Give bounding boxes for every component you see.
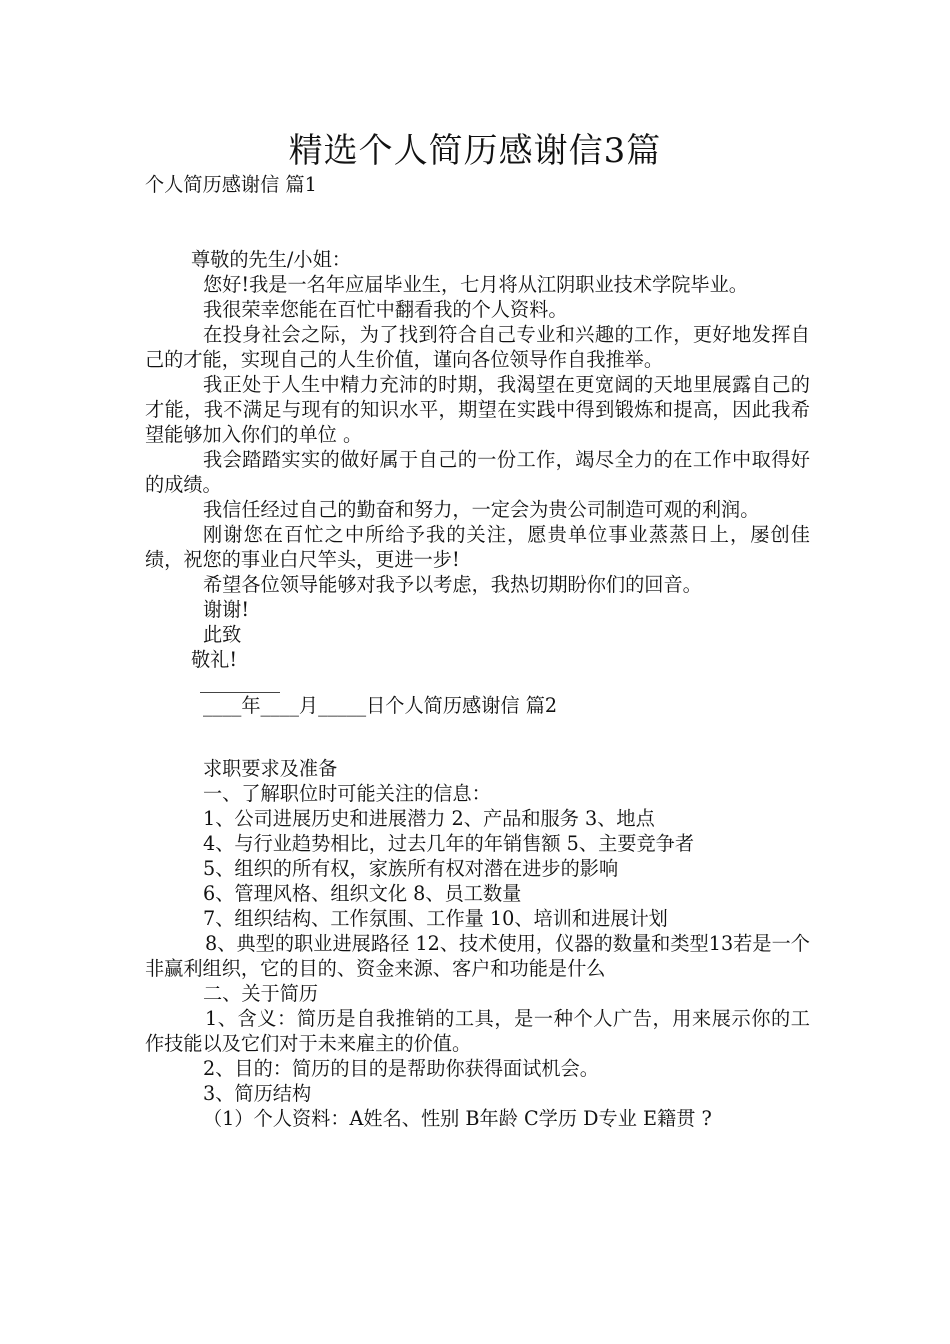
- paragraph: 您好!我是一名年应届毕业生，七月将从江阴职业技术学院毕业。: [203, 273, 748, 296]
- paragraph: 刚谢您在百忙之中所给予我的关注，愿贵单位事业蒸蒸日上，屡创佳绩，祝您的事业白尺竿头，更进一步!: [145, 523, 810, 571]
- paragraph: 我信任经过自己的勤奋和努力，一定会为贵公司制造可观的利润。: [203, 498, 760, 521]
- list-item: 5、组织的所有权，家族所有权对潜在进步的影响: [203, 857, 619, 880]
- list-item: 8、典型的职业进展路径 12、技术使用，仪器的数量和类型13若是一个非赢利组织，它的目的、资金来源、客户和功能是什么: [145, 932, 810, 980]
- section2-heading: 求职要求及准备: [203, 757, 338, 780]
- document-title: 精选个人简历感谢信3篇: [288, 131, 662, 171]
- list-item: 2、目的：简历的目的是帮助你获得面试机会。: [203, 1057, 599, 1080]
- list-item: 一、了解职位时可能关注的信息：: [203, 782, 491, 805]
- signature-line: [200, 678, 280, 693]
- closing: 敬礼!: [191, 648, 238, 671]
- list-item: 1、含义：简历是自我推销的工具，是一种个人广告，用来展示你的工作技能以及它们对于未来雇主的价值。: [145, 1007, 810, 1055]
- list-item: 3、简历结构: [203, 1082, 312, 1105]
- list-item: （1）个人资料：A姓名、性别 B年龄 C学历 D专业 E籍贯 ?: [203, 1107, 712, 1130]
- date-line: ____年____月_____日个人简历感谢信 篇2: [203, 694, 558, 717]
- paragraph: 此致: [203, 623, 242, 646]
- spacer: [145, 718, 810, 756]
- paragraph: 谢谢!: [203, 598, 250, 621]
- list-item: 7、组织结构、工作氛围、工作量 10、培训和进展计划: [203, 907, 668, 930]
- list-item: 4、与行业趋势相比，过去几年的年销售额 5、主要竞争者: [203, 832, 695, 855]
- section1-heading: 个人简历感谢信 篇1: [145, 173, 317, 196]
- paragraph: 我会踏踏实实的做好属于自己的一份工作，竭尽全力的在工作中取得好的成绩。: [145, 448, 810, 496]
- list-item: 1、公司进展历史和进展潜力 2、产品和服务 3、地点: [203, 807, 655, 830]
- paragraph: 我很荣幸您能在百忙中翻看我的个人资料。: [203, 298, 568, 321]
- document-body: [145, 172, 810, 1131]
- paragraph: 在投身社会之际，为了找到符合自己专业和兴趣的工作，更好地发挥自己的才能，实现自己的人生价值，谨向各位领导作自我推举。: [145, 323, 810, 371]
- resume-heading: 二、关于简历: [203, 982, 319, 1005]
- list-item: 6、管理风格、组织文化 8、员工数量: [203, 882, 522, 905]
- salutation: 尊敬的先生/小姐：: [191, 248, 351, 271]
- paragraph: 希望各位领导能够对我予以考虑，我热切期盼你们的回音。: [203, 573, 702, 596]
- spacer: [145, 197, 810, 247]
- paragraph: 我正处于人生中精力充沛的时期，我渴望在更宽阔的天地里展露自己的才能，我不满足与现有的知识水平，期望在实践中得到锻炼和提高，因此我希望能够加入你们的单位 。: [145, 373, 810, 446]
